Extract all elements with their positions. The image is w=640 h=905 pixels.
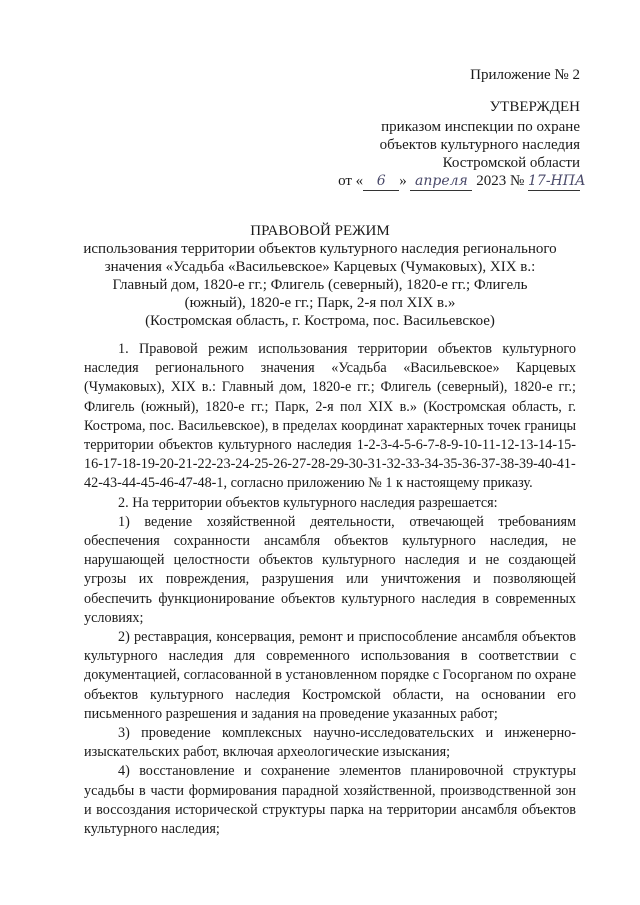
order-number-handwritten: 17-НПА: [528, 173, 586, 189]
date-day-handwritten: 6: [376, 173, 386, 189]
paragraph-1: 1. Правовой режим использования территории объектов культурного наследия регионального значения «Усадьба «Васильевское» Карцевых (Чумаковых), XIX в.: Главный дом, 1820-е гг.; Флигель (северный), 1820-е гг.; Флигель (южный), 1820-е гг.; Парк, 2-я пол XIX в.» (Костромская область, г. Кострома, пос. Васильевское), в пределах координат характерных точек границы территории объектов культурного наследия 1-2-3-4-5-6-7-8-9-10-11-12-13-14-15-16-17-18-19-20-21-22-23-24-25-26-27-28-29-30-31-32-33-34-35-36-37-38-39-40-41-42-43-44-45-46-47-48-1, согласно приложению № 1 к настоящему приказу.: [84, 341, 576, 492]
title-line-5: (Костромская область, г. Кострома, пос. Васильевское): [145, 313, 495, 329]
date-mid: »: [399, 173, 407, 189]
order-line-2: объектов культурного наследия: [379, 137, 580, 153]
title-line-4: (южный), 1820-е гг.; Парк, 2-я пол XIX в.»: [184, 295, 456, 311]
order-number-field: [528, 172, 586, 191]
order-line-3: Костромской области: [442, 155, 580, 171]
document-body: [84, 340, 576, 839]
title-line-3: Главный дом, 1820-е гг.; Флигель (северный), 1820-е гг.; Флигель: [112, 277, 528, 293]
paragraph-2-item-1: 1) ведение хозяйственной деятельности, отвечающей требованиям обеспечения сохранности ансамбля объектов культурного наследия, не нарушающей целостности объектов культурного наследия и не создающей угрозы их повреждения, разрушения или уничтожения и позволяющей обеспечить функционирование объектов культурного наследия в современных условиях;: [84, 513, 576, 626]
order-line-1: приказом инспекции по охране: [381, 119, 580, 135]
title-line-2: значения «Усадьба «Васильевское» Карцевых (Чумаковых), XIX в.:: [104, 259, 536, 275]
paragraph-2-item-4: 4) восстановление и сохранение элементов планировочной структуры усадьбы в части формирования парадной хозяйственной, производственной зон и воссоздания исторической структуры парка на территории ансамбля объектов культурного наследия;: [84, 763, 576, 838]
date-prefix: от «: [338, 173, 364, 189]
document-title: ПРАВОВОЙ РЕЖИМ: [250, 223, 390, 239]
paragraph-2: 2. На территории объектов культурного наследия разрешается:: [118, 494, 498, 511]
appendix-label: Приложение № 2: [470, 67, 580, 83]
date-month-handwritten: апреля: [415, 173, 468, 189]
order-date-line: [338, 172, 586, 191]
date-day-field: [363, 172, 399, 191]
paragraph-2-item-3: 3) проведение комплексных научно-исследовательских и инженерно-изыскательских работ, включая археологические изыскания;: [84, 725, 576, 761]
title-line-1: использования территории объектов культурного наследия регионального: [83, 241, 557, 257]
date-year: 2023 №: [476, 173, 525, 189]
date-month-field: [410, 172, 472, 191]
paragraph-2-item-2: 2) реставрация, консервация, ремонт и приспособление ансамбля объектов культурного наследия для современного использования в соответствии с документацией, согласованной в установленном порядке с Госорганом по охране объектов культурного наследия Костромской области, на основании его письменного разрешения и задания на проведение указанных работ;: [84, 629, 576, 722]
approval-stamp-label: УТВЕРЖДЕН: [489, 99, 580, 115]
